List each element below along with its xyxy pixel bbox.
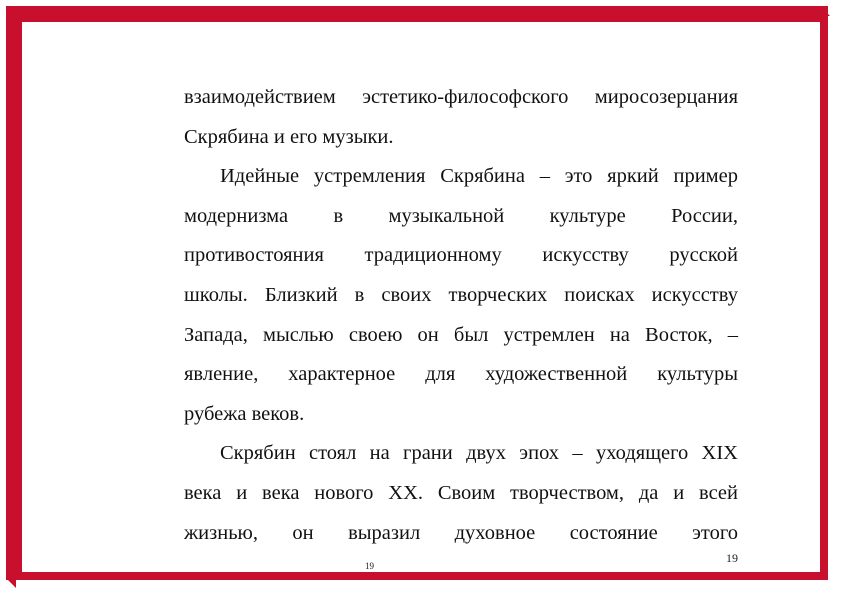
document-page [22,22,820,572]
text-line: школы. Близкий в своих творческих поисках искусству [184,283,738,306]
text-line: взаимодействием эстетико-философского миросозерцания [184,86,738,108]
text-line: противостояния традиционному искусству русской [184,244,738,267]
text-line: века и века нового XX. Своим творчеством, да и всей [184,481,738,504]
body-text [184,83,738,558]
text-line: модернизма в музыкальной культуре России, [184,204,738,227]
frame-corner-bottom-left [6,578,16,588]
text-line: рубежа веков. [184,402,305,425]
text-line: явление, характерное для художественной культуры [184,363,738,386]
page-number-corner: 19 [726,551,738,565]
text-line: Идейные устремления Скрябина – это яркий пример [220,165,738,188]
text-line: Скрябина и его музыки. [184,125,394,148]
text-line: Скрябин стоял на грани двух эпох – уходящего XIX [220,442,738,465]
frame-corner-top-right [820,6,830,16]
page-number-footer: 19 [365,561,374,571]
text-line: жизнью, он выразил духовное состояние этого [184,521,738,544]
text-line: Запада, мыслью своею он был устремлен на Восток, – [184,323,738,346]
